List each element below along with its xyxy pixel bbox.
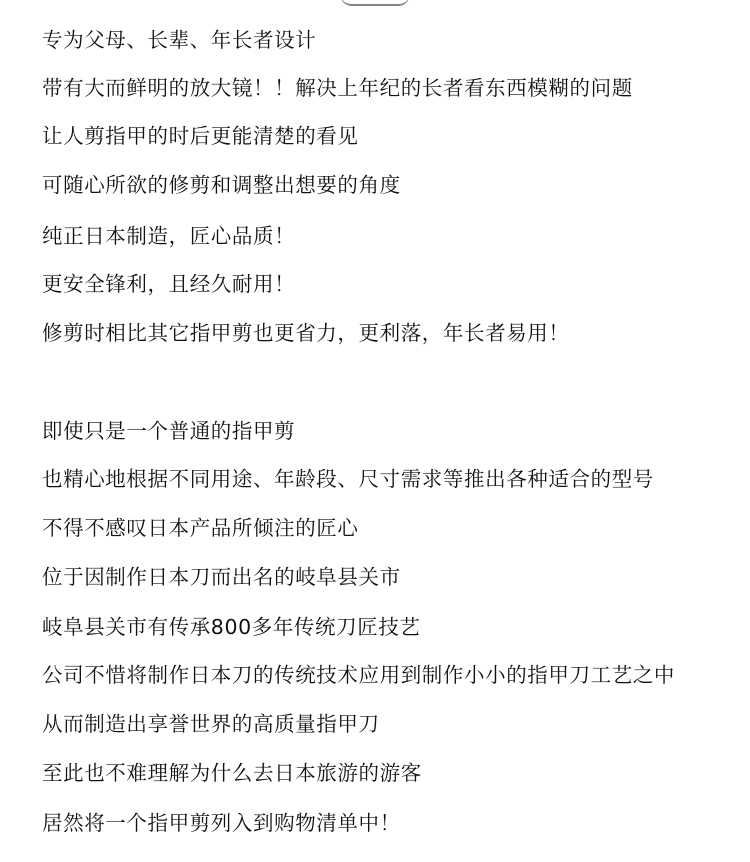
text-line: 不得不感叹日本产品所倾注的匠心	[42, 516, 359, 540]
text-line: 公司不惜将制作日本刀的传统技术应用到制作小小的指甲刀工艺之中	[42, 663, 675, 687]
text-line: 岐阜县关市有传承800多年传统刀匠技艺	[42, 615, 421, 639]
text-line: 专为父母、长辈、年长者设计	[42, 28, 317, 52]
text-line: 让人剪指甲的时后更能清楚的看见	[42, 124, 359, 148]
text-line: 至此也不难理解为什么去日本旅游的游客	[42, 761, 422, 785]
text-line: 也精心地根据不同用途、年龄段、尺寸需求等推出各种适合的型号	[42, 467, 654, 491]
text-line: 位于因制作日本刀而出名的岐阜县关市	[42, 565, 401, 589]
text-line: 即使只是一个普通的指甲剪	[42, 419, 296, 443]
text-line: 修剪时相比其它指甲剪也更省力，更利落，年长者易用！	[42, 321, 570, 345]
cropped-decoration	[340, 0, 410, 6]
text-line: 从而制造出享誉世界的高质量指甲刀	[42, 712, 380, 736]
text-line: 纯正日本制造，匠心品质！	[42, 224, 296, 248]
text-line: 更安全锋利，且经久耐用！	[42, 272, 296, 296]
text-line: 带有大而鲜明的放大镜！！解决上年纪的长者看东西模糊的问题	[42, 76, 633, 100]
text-line: 居然将一个指甲剪列入到购物清单中！	[42, 811, 401, 835]
text-line: 可随心所欲的修剪和调整出想要的角度	[42, 173, 401, 197]
